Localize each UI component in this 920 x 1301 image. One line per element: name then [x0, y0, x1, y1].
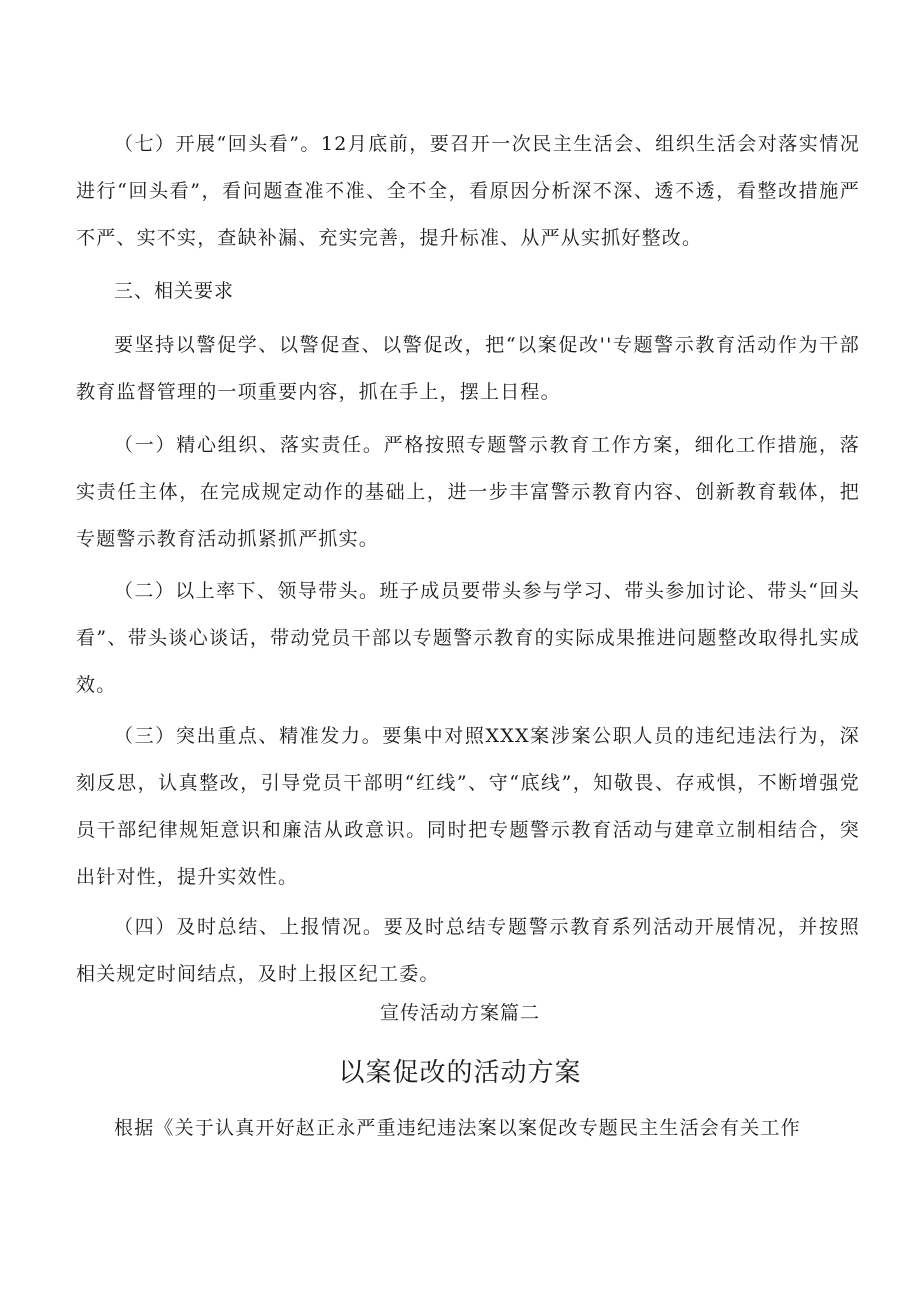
paragraph-requirement-2: （二）以上率下、领导带头。班子成员要带头参与学习、带头参加讨论、带头“回头看”、带头谈心谈话，带动党员干部以专题警示教育的实际成果推进问题整改取得扎实成效。 [76, 580, 860, 696]
paragraph-part2-intro: 根据《关于认真开好赵正永严重违纪违法案以案促改专题民主生活会有关工作 [114, 1117, 801, 1139]
paragraph-item-7: （七）开展“回头看”。12月底前，要召开一次民主生活会、组织生活会对落实情况进行“回头看”，看问题查准不准、全不全，看原因分析深不深、透不透，看整改措施严不严、实不实，查缺补漏、充实完善，提升标准、从严从实抓好整改。 [76, 133, 860, 249]
paragraph-requirement-1: （一）精心组织、落实责任。严格按照专题警示教育工作方案，细化工作措施，落实责任主体，在完成规定动作的基础上，进一步丰富警示教育内容、创新教育载体，把专题警示教育活动抓紧抓严抓实。 [76, 434, 860, 550]
section-heading-requirements: 三、相关要求 [114, 280, 235, 302]
part-label: 宣传活动方案篇二 [379, 1002, 540, 1024]
paragraph-requirements-intro: 要坚持以警促学、以警促查、以警促改，把“以案促改''专题警示教育活动作为干部教育监督管理的一项重要内容，抓在手上，摆上日程。 [76, 334, 860, 403]
document-title: 以案促改的活动方案 [338, 1058, 582, 1088]
paragraph-requirement-3: （三）突出重点、精准发力。要集中对照XXX案涉案公职人员的违纪违法行为，深刻反思，认真整改，引导党员干部明“红线”、守“底线”，知敬畏、存戒惧，不断增强党员干部纪律规矩意识和廉洁从政意识。同时把专题警示教育活动与建章立制相结合，突出针对性，提升实效性。 [76, 725, 860, 888]
paragraph-requirement-4: （四）及时总结、上报情况。要及时总结专题警示教育系列活动开展情况，并按照相关规定时间结点，及时上报区纪工委。 [76, 916, 860, 985]
